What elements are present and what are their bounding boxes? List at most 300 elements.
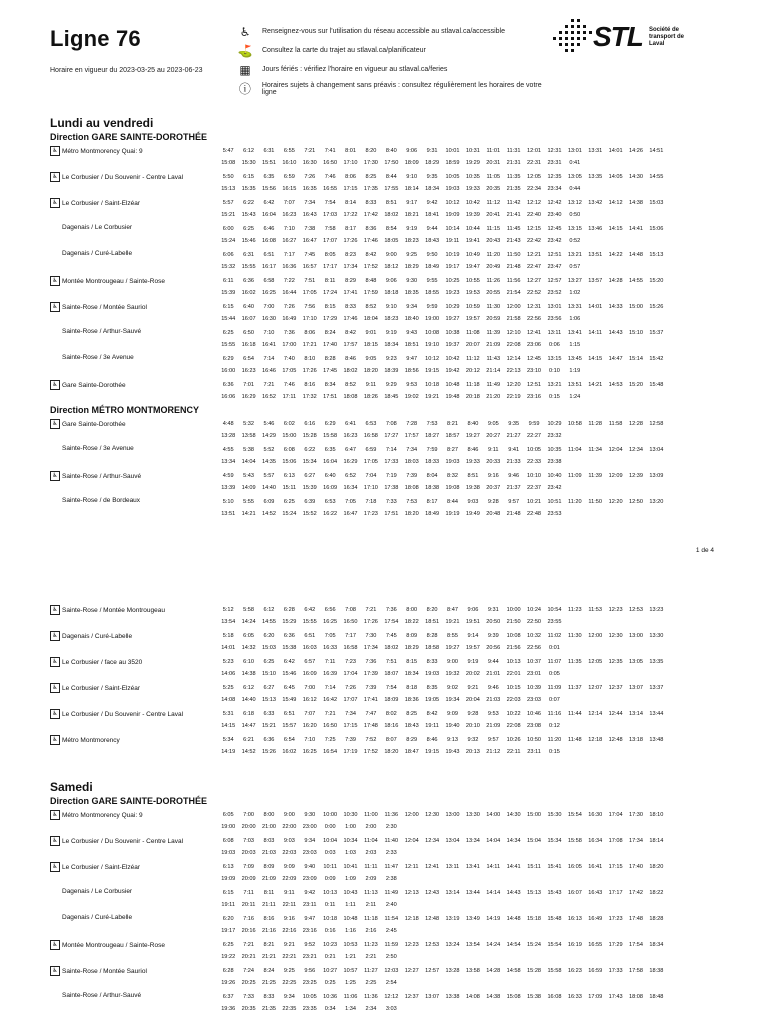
departure-time: 15:48 [649,382,664,388]
departure-time: 10:24 [527,607,542,613]
time-row [218,482,768,494]
departure-time: 21:00 [261,824,276,830]
departure-time: 14:51 [649,148,664,154]
departure-time: 23:31 [547,160,562,166]
departure-time: 2:03 [365,850,377,856]
stl-logo [549,17,685,57]
departure-time: 18:05 [384,238,399,244]
departure-time: 2:38 [385,876,397,882]
departure-time: 12:34 [425,838,440,844]
stop-name [50,888,230,895]
departure-time: 14:32 [241,645,256,651]
departure-time: 18:43 [425,238,440,244]
departure-times [218,496,768,520]
departure-time: 19:15 [425,368,440,374]
departure-time: 19:03 [221,850,236,856]
departure-time: 16:25 [261,290,276,296]
time-row [218,379,768,391]
departure-time: 14:11 [486,864,501,870]
departure-time: 18:49 [425,511,440,517]
departure-time: 11:39 [486,330,501,336]
departure-time: 10:48 [343,916,358,922]
departure-time: 14:06 [221,671,236,677]
departure-time: 20:18 [465,394,480,400]
departure-time: 18:43 [404,723,419,729]
departure-time: 11:42 [506,200,521,206]
departure-time: 7:14 [324,685,336,691]
departure-time: 6:35 [263,174,275,180]
departure-times [218,171,768,195]
time-row [218,209,768,221]
departure-time: 7:21 [304,148,316,154]
departure-time: 19:41 [465,238,480,244]
departure-time: 7:39 [406,473,418,479]
departure-time: 9:41 [508,447,520,453]
departure-time: 6:55 [283,148,295,154]
departure-time: 19:53 [465,290,480,296]
departure-time: 18:48 [649,994,664,1000]
departure-time: 15:13 [649,252,664,258]
departure-time: 13:39 [221,485,236,491]
stop-name [50,276,218,286]
time-row [218,223,768,235]
departure-time: 16:20 [302,723,317,729]
departure-time: 7:47 [365,711,377,717]
departure-time: 9:34 [406,304,418,310]
departure-time: 5:18 [222,633,234,639]
departure-time: 7:18 [365,499,377,505]
stop-label: Dagenais / Curé-Labelle [62,914,133,921]
departure-time: 15:21 [221,212,236,218]
departure-time: 7:28 [406,421,418,427]
departure-time: 13:11 [445,864,460,870]
departure-time: 11:27 [364,968,378,974]
departure-time: 7:10 [263,330,275,336]
stop-name [50,224,230,231]
departure-time: 9:01 [365,330,377,336]
stop-row [50,913,664,939]
departure-time: 19:02 [404,394,419,400]
departure-time: 8:21 [263,942,275,948]
departure-time: 20:07 [465,342,480,348]
departure-time: 14:01 [608,148,623,154]
departure-time: 7:58 [324,226,336,232]
departure-time: 12:18 [588,737,603,743]
departure-time: 12:07 [588,685,603,691]
wheelchair-icon: ♿ [50,172,60,182]
time-row [218,977,768,989]
departure-time: 4:48 [222,421,234,427]
logo-dot [583,31,586,34]
departure-time: 12:48 [608,737,623,743]
departure-time: 11:20 [486,252,501,258]
departure-time: 1:02 [569,290,581,296]
departure-time: 10:34 [343,838,358,844]
stop-row [50,835,664,861]
departure-time: 13:51 [221,511,236,517]
stop-label: Sainte-Rose / Arthur-Sauvé [62,992,142,999]
departure-time: 17:29 [323,316,338,322]
departure-time: 14:48 [629,252,643,258]
departure-time: 6:33 [263,711,275,717]
departure-time: 6:15 [243,174,255,180]
departure-time: 16:36 [282,264,297,270]
departure-time: 17:40 [629,864,643,870]
departure-time: 22:27 [527,433,542,439]
stop-row [50,275,664,301]
departure-time: 22:52 [527,290,542,296]
departure-time: 13:01 [567,148,582,154]
departure-time: 16:10 [282,160,297,166]
departure-time: 17:51 [384,511,399,517]
departure-time: 6:59 [365,447,377,453]
departure-time: 15:58 [567,838,582,844]
departure-time: 8:17 [426,499,438,505]
departure-times [218,809,768,833]
departure-time: 9:35 [426,174,438,180]
departure-time: 1:15 [569,342,581,348]
departure-time: 18:23 [384,316,399,322]
stop-name [50,810,218,820]
departure-time: 13:15 [547,356,562,362]
departure-time: 12:44 [608,711,623,717]
departure-time: 6:51 [283,711,295,717]
time-row [218,630,768,642]
departure-time: 3:03 [385,1006,397,1012]
departure-time: 15:54 [567,812,582,818]
time-row [218,991,768,1003]
departure-time: 15:38 [282,645,297,651]
departure-time: 7:39 [365,685,377,691]
departure-time: 23:10 [527,368,542,374]
departure-time: 15:20 [629,382,643,388]
departure-time: 19:38 [465,485,480,491]
departure-time: 9:44 [487,659,499,665]
departure-time: 21:37 [506,485,521,491]
departure-time: 13:12 [567,200,582,206]
departure-time: 20:59 [486,316,501,322]
departure-time: 16:23 [241,368,256,374]
departure-time: 18:14 [649,838,664,844]
stop-label: Le Corbusier / Saint-Elzéar [62,199,141,207]
departure-time: 7:51 [385,659,397,665]
departure-time: 6:06 [222,252,234,258]
departure-time: 22:09 [282,876,297,882]
departure-time: 18:38 [649,968,664,974]
departure-time: 14:15 [588,356,603,362]
wheelchair-icon: ♿ [50,471,60,481]
departure-time: 6:27 [263,685,275,691]
stop-label: Le Corbusier / face au 3520 [62,658,143,666]
departure-time: 21:03 [261,850,276,856]
departure-time: 12:12 [384,994,399,1000]
departure-time: 9:28 [487,499,499,505]
departure-time: 17:10 [343,160,358,166]
departure-time: 14:40 [241,697,256,703]
time-row [218,847,768,859]
departure-time: 9:50 [426,252,438,258]
departure-time: 15:18 [527,916,542,922]
departure-time: 12:00 [404,812,419,818]
departure-time: 11:31 [506,148,521,154]
departure-time: 0:03 [324,850,336,856]
departure-time: 5:12 [222,607,234,613]
departure-time: 10:23 [323,942,338,948]
departure-time: 12:23 [404,942,419,948]
departure-time: 10:05 [302,994,317,1000]
departure-time: 11:49 [486,382,501,388]
departure-time: 19:49 [465,511,480,517]
departure-time: 14:28 [486,968,501,974]
departure-time: 10:00 [506,607,521,613]
departure-time: 6:13 [222,864,234,870]
departure-time: 6:21 [243,737,255,743]
departure-time: 14:47 [608,356,623,362]
departure-time: 22:40 [527,212,542,218]
departure-time: 11:23 [364,942,378,948]
departure-time: 12:04 [404,838,419,844]
departure-time: 12:27 [404,968,419,974]
departure-times [218,197,768,221]
departure-time: 15:44 [221,316,236,322]
departure-time: 9:19 [406,226,418,232]
departure-time: 13:07 [425,994,440,1000]
departure-time: 8:20 [426,607,438,613]
departure-time: 22:48 [527,511,542,517]
departure-time: 6:00 [222,226,234,232]
departure-time: 22:11 [282,902,297,908]
departure-time: 9:03 [283,838,295,844]
departure-time: 9:42 [304,890,316,896]
departure-time: 15:11 [282,485,297,491]
departure-time: 21:58 [506,316,521,322]
departure-time: 12:11 [404,864,419,870]
departure-time: 2:33 [385,850,397,856]
departure-time: 16:33 [567,994,582,1000]
departure-time: 11:36 [384,812,399,818]
departure-time: 13:04 [445,838,460,844]
departure-time: 19:03 [445,186,460,192]
departure-time: 7:21 [324,711,336,717]
notes-list [236,22,556,98]
departure-time: 16:43 [588,890,603,896]
departure-time: 2:25 [365,980,377,986]
departure-time: 10:31 [465,148,480,154]
departure-time: 21:50 [506,619,521,625]
departure-time: 7:54 [324,200,336,206]
departure-time: 23:35 [302,1006,317,1012]
time-row [218,939,768,951]
stop-label: Sainte-Rose / 3e Avenue [62,354,134,361]
time-row [218,508,768,520]
departure-time: 9:09 [447,711,458,717]
departure-time: 16:02 [282,749,297,755]
departure-time: 14:33 [608,304,623,310]
stop-label: Montée Montrougeau / Sainte-Rose [62,941,165,949]
departure-time: 18:39 [384,368,399,374]
stop-label: Sainte-Rose / Arthur-Sauvé [62,472,142,480]
departure-time: 18:09 [404,160,419,166]
departure-time: 22:13 [506,368,521,374]
departure-time: 20:55 [486,290,501,296]
departure-time: 7:34 [406,447,418,453]
departure-time: 10:26 [506,737,521,743]
departure-time: 14:30 [506,812,521,818]
departure-time: 21:20 [486,394,501,400]
departure-time: 20:33 [486,459,501,465]
stop-row [50,965,664,991]
wheelchair-icon: ♿ [50,657,60,667]
departure-time: 0:44 [569,186,581,192]
departure-time: 15:55 [302,619,317,625]
time-row [218,1003,768,1015]
departure-time: 11:28 [588,421,603,427]
departure-time: 15:58 [323,433,338,439]
departure-time: 14:41 [506,864,521,870]
departure-time: 9:11 [488,447,499,453]
departure-time: 23:11 [302,902,317,908]
departure-time: 9:30 [304,812,316,818]
section-title: Lundi au vendredi [50,116,154,130]
departure-time: 13:58 [465,968,480,974]
departure-time: 7:52 [365,737,377,743]
departure-time: 17:48 [629,916,643,922]
departure-time: 21:33 [506,459,521,465]
departure-times [218,835,768,859]
departure-time: 14:55 [649,174,664,180]
departure-time: 8:42 [365,252,377,258]
departure-time: 11:06 [343,994,358,1000]
departure-time: 10:46 [527,711,542,717]
wheelchair-icon: ♿ [50,966,60,976]
departure-time: 6:36 [263,737,275,743]
departure-time: 9:06 [406,148,418,154]
departure-time: 19:51 [465,619,480,625]
departure-time: 8:44 [447,499,458,505]
stop-label: Montée Montrougeau / Sainte-Rose [62,277,165,285]
departure-time: 13:31 [588,148,603,154]
departure-time: 6:29 [222,356,234,362]
departure-time: 16:07 [241,316,256,322]
departure-time: 23:55 [547,619,562,625]
departure-time: 16:58 [343,645,358,651]
departure-time: 17:24 [323,290,338,296]
departure-time: 14:15 [608,226,623,232]
departure-time: 12:53 [425,942,440,948]
time-row [218,809,768,821]
departure-time: 7:21 [263,382,275,388]
departure-time: 23:16 [302,928,317,934]
wheelchair-icon: ♿ [50,735,60,745]
departure-time: 10:05 [445,174,460,180]
departure-time: 11:35 [506,174,521,180]
departure-time: 6:51 [263,252,275,258]
departure-time: 13:14 [629,711,643,717]
departure-time: 14:15 [221,723,236,729]
departure-time: 6:52 [345,473,356,479]
departure-time: 10:18 [425,382,440,388]
departure-time: 13:05 [567,174,582,180]
departure-time: 17:08 [608,838,623,844]
departure-time: 11:13 [364,890,378,896]
departure-time: 7:10 [283,226,295,232]
departure-time: 8:35 [426,685,438,691]
departure-time: 17:04 [608,812,623,818]
departure-time: 12:10 [506,330,521,336]
direction-title: Direction GARE SAINTE-DOROTHÉE [50,132,208,142]
departure-time: 14:14 [486,890,501,896]
stop-label: Sainte-Rose / de Bordeaux [62,497,141,504]
departure-time: 10:05 [527,447,542,453]
departure-time: 18:20 [384,749,399,755]
departure-time: 14:08 [465,994,480,1000]
departure-time: 13:21 [567,252,582,258]
stop-name [50,657,218,667]
departure-time: 6:35 [324,447,336,453]
departure-time: 15:14 [629,356,643,362]
departure-time: 8:34 [324,382,336,388]
logo-subtitle: Société de transport de Laval [649,27,685,47]
departure-time: 8:47 [447,607,458,613]
time-row [218,470,768,482]
departure-time: 17:34 [363,645,378,651]
departure-time: 14:54 [506,942,521,948]
departure-time: 23:25 [302,980,317,986]
stop-label: Sainte-Rose / Montée Sauriol [62,967,147,975]
departure-times [218,418,768,442]
time-row [218,861,768,873]
departure-time: 1:34 [345,1006,356,1012]
departure-time: 16:39 [323,671,338,677]
departure-time: 11:07 [547,659,562,665]
departure-time: 14:05 [608,174,623,180]
departure-time: 16:47 [343,511,358,517]
departure-time: 6:22 [304,447,316,453]
departure-time: 8:28 [426,633,438,639]
departure-time: 21:12 [486,749,501,755]
time-row [218,925,768,937]
departure-time: 7:16 [243,916,255,922]
departure-time: 17:54 [384,619,399,625]
departure-time: 14:01 [221,645,236,651]
departure-time: 6:08 [222,838,234,844]
departure-time: 16:35 [302,186,317,192]
departure-time: 22:42 [527,238,542,244]
departure-time: 15:00 [527,812,542,818]
departure-time: 9:32 [467,737,479,743]
departure-time: 18:58 [425,645,440,651]
departure-time: 9:06 [385,278,397,284]
departure-time: 14:43 [608,330,623,336]
departure-time: 6:05 [222,812,234,818]
departure-time: 15:39 [221,290,236,296]
departure-time: 20:49 [486,264,501,270]
departure-time: 14:38 [486,994,501,1000]
section-saturday [50,780,664,1017]
departure-time: 7:36 [283,330,295,336]
departure-time: 23:11 [527,749,541,755]
time-row [218,887,768,899]
departure-time: 11:59 [384,942,399,948]
departure-time: 0:06 [549,342,560,348]
departure-time: 16:41 [588,864,603,870]
departure-time: 2:00 [365,824,377,830]
departure-time: 12:20 [608,499,623,505]
departure-time: 6:41 [345,421,356,427]
departure-time: 20:50 [486,619,501,625]
departure-time: 6:29 [324,421,336,427]
logo-dot [583,37,586,40]
